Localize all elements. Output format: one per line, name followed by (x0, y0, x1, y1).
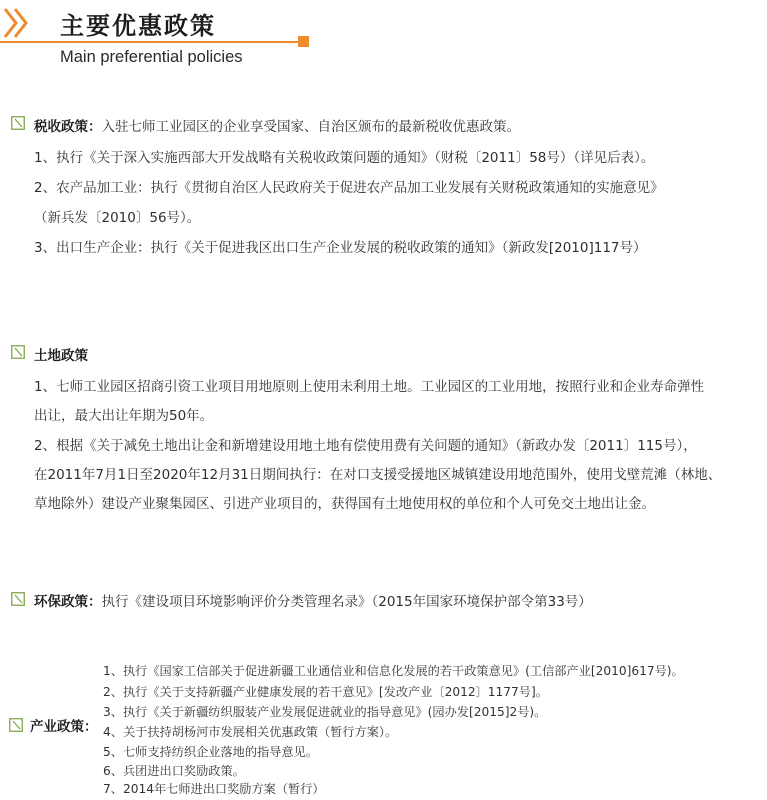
page-subtitle: Main preferential policies (60, 48, 243, 66)
tax-item-2-cont: （新兵发〔2010〕56号）。 (34, 210, 201, 226)
industry-item-5: 5、七师支持纺织企业落地的指导意见。 (103, 745, 318, 759)
industry-item-6: 6、兵团进出口奖励政策。 (103, 764, 245, 778)
industry-item-3: 3、执行《关于新疆纺织服装产业发展促进就业的指导意见》(园办发[2015]2号)。 (103, 705, 547, 719)
checkbox-mark-icon (11, 345, 25, 359)
page-title: 主要优惠政策 (60, 12, 216, 40)
land-line-1: 1、七师工业园区招商引资工业项目用地原则上使用未利用土地。工业园区的工业用地，按照行业和企业寿命弹性 (34, 379, 705, 395)
industry-item-2: 2、执行《关于支持新疆产业健康发展的若干意见》[发改产业〔2012〕1177号]。 (103, 685, 548, 699)
industry-item-4: 4、关于扶持胡杨河市发展相关优惠政策（暂行方案）。 (103, 725, 398, 739)
tax-intro: 入驻七师工业园区的企业享受国家、自治区颁布的最新税收优惠政策。 (101, 119, 520, 135)
industry-item-1: 1、执行《国家工信部关于促进新疆工业通信业和信息化发展的若干政策意见》(工信部产业[2010]617号)。 (103, 664, 684, 678)
title-accent-square (298, 36, 309, 47)
land-line-3: 2、根据《关于减免土地出让金和新增建设用地土地有偿使用费有关问题的通知》（新政办发〔2011〕115号）， (34, 438, 697, 454)
env-text: 执行《建设项目环境影响评价分类管理名录》（2015年国家环境保护部令第33号） (101, 594, 592, 610)
tax-item-3: 3、出口生产企业：执行《关于促进我区出口生产企业发展的税收政策的通知》（新政发[2010]117号） (34, 240, 647, 256)
env-section (34, 590, 592, 610)
land-line-5: 草地除外）建设产业聚集园区、引进产业项目的，获得国有土地使用权的单位和个人可免交土地出让金。 (34, 496, 655, 512)
tax-item-1: 1、执行《关于深入实施西部大开发战略有关税收政策问题的通知》（财税〔2011〕58号）（详见后表）。 (34, 150, 655, 166)
double-chevron-right-icon (2, 6, 32, 40)
industry-item-7: 7、2014年七师进出口奖励方案（暂行） (103, 782, 325, 796)
industry-heading: 产业政策： (30, 719, 98, 735)
env-heading: 环保政策： (34, 594, 102, 610)
checkbox-mark-icon (11, 116, 25, 130)
title-underline (0, 41, 302, 43)
checkbox-mark-icon (9, 718, 23, 732)
land-line-4: 在2011年7月1日至2020年12月31日期间执行：在对口支援受援地区城镇建设用地范围外，使用戈壁荒滩（林地、 (34, 467, 722, 483)
land-line-2: 出让，最大出让年期为50年。 (34, 408, 214, 424)
tax-item-2: 2、农产品加工业：执行《贯彻自治区人民政府关于促进农产品加工业发展有关财税政策通知的实施意见》 (34, 180, 664, 196)
checkbox-mark-icon (11, 592, 25, 606)
tax-heading: 税收政策： (34, 119, 102, 135)
land-heading: 土地政策 (34, 348, 88, 364)
tax-section (34, 115, 520, 135)
